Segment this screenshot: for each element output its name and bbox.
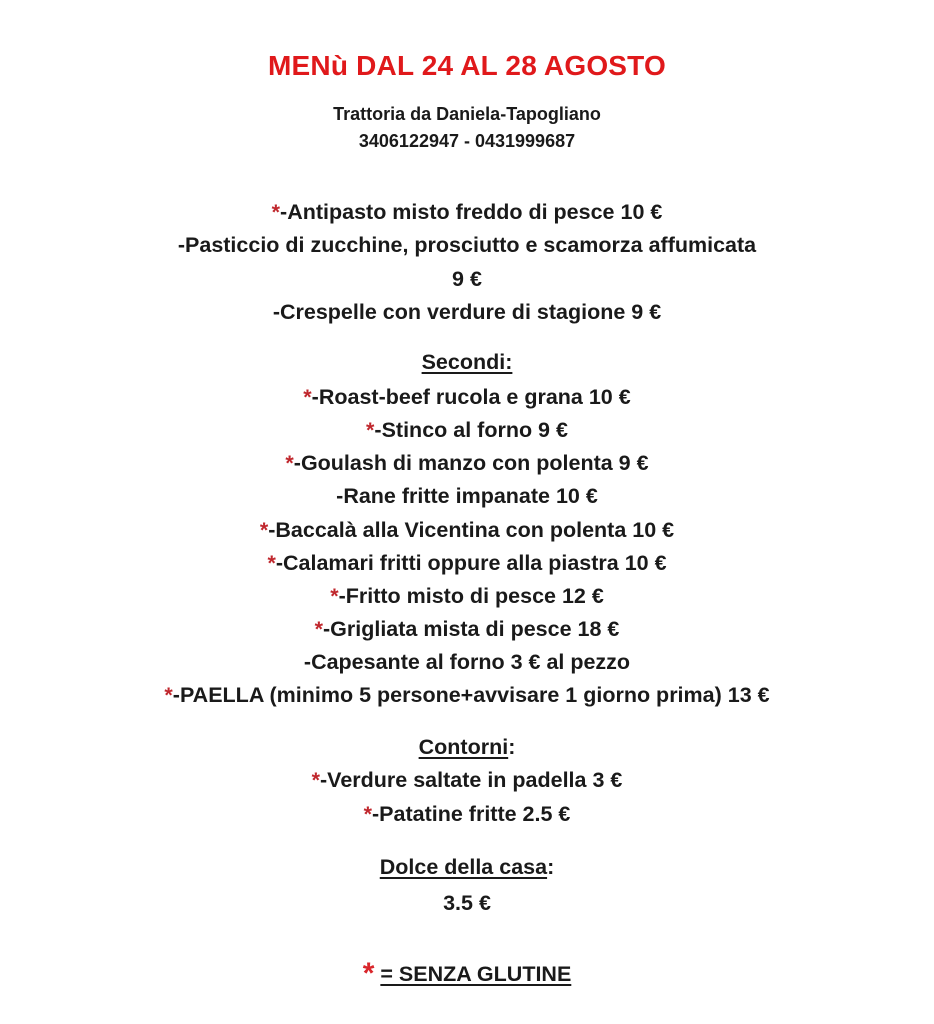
legend-text: = SENZA GLUTINE (380, 962, 572, 986)
section-heading-colon: : (547, 855, 555, 879)
menu-item-text: 9 € (452, 267, 482, 291)
gluten-free-star: * (366, 418, 375, 442)
menu-item (0, 298, 934, 326)
gluten-free-star: * (271, 200, 281, 224)
gluten-free-star: * (311, 768, 321, 792)
menu-item (0, 800, 934, 828)
section-heading-colon: : (508, 735, 516, 759)
menu-item-text: -Fritto misto di pesce 12 € (338, 584, 604, 608)
menu-item-text: -Calamari fritti oppure alla piastra 10 € (275, 551, 667, 575)
menu-item-text: -PAELLA (minimo 5 persone+avvisare 1 giorno prima) 13 € (172, 683, 770, 707)
menu-item (0, 198, 934, 226)
menu-item-text: -Pasticcio di zucchine, prosciutto e scamorza affumicata (177, 233, 757, 257)
restaurant-name: Trattoria da Daniela-Tapogliano (333, 104, 601, 124)
menu-item (0, 383, 934, 411)
gluten-free-star: * (303, 385, 312, 409)
section-heading-text: Secondi: (421, 350, 513, 374)
menu-item (0, 482, 934, 510)
menu-item (0, 582, 934, 610)
gluten-free-star: * (259, 518, 269, 542)
menu-item (0, 766, 934, 794)
menu-item-text: -Baccalà alla Vicentina con polenta 10 € (268, 518, 675, 542)
menu-item-text: -Goulash di manzo con polenta 9 € (293, 451, 649, 475)
menu-item (0, 615, 934, 643)
section-heading-dolce (0, 853, 934, 881)
section-heading-secondi (0, 348, 934, 376)
section-heading-text: Dolce della casa (379, 855, 548, 879)
menu-item (0, 449, 934, 477)
gluten-free-star: * (330, 584, 339, 608)
menu-item (0, 416, 934, 444)
menu-item (0, 516, 934, 544)
menu-item-text: -Capesante al forno 3 € al pezzo (303, 650, 631, 674)
gluten-free-legend (0, 957, 934, 990)
gluten-free-star: * (362, 957, 375, 990)
gluten-free-star: * (285, 451, 294, 475)
gluten-free-star: * (314, 617, 323, 641)
gluten-free-star: * (363, 802, 373, 826)
gluten-free-star: * (267, 551, 276, 575)
dolce-price: 3.5 € (443, 891, 491, 915)
menu-item-text: -Rane fritte impanate 10 € (336, 484, 598, 508)
menu-item-text: -Crespelle con verdure di stagione 9 € (272, 300, 662, 324)
menu-item (0, 265, 934, 293)
section-heading-text: Contorni (418, 735, 509, 759)
section-heading-contorni (0, 733, 934, 761)
menu-item-text: -Stinco al forno 9 € (374, 418, 568, 442)
menu-title: MENù DAL 24 AL 28 AGOSTO (268, 50, 666, 81)
menu-item (0, 549, 934, 577)
menu-item (0, 648, 934, 676)
phone-numbers: 3406122947 - 0431999687 (358, 131, 576, 151)
menu-item-text: -Patatine fritte 2.5 € (372, 802, 571, 826)
menu-item-text: -Antipasto misto freddo di pesce 10 € (280, 200, 663, 224)
gluten-free-star: * (164, 683, 173, 707)
menu-item (0, 681, 934, 709)
menu-item-text: -Grigliata mista di pesce 18 € (323, 617, 620, 641)
menu-item (0, 231, 934, 259)
menu-item-text: -Roast-beef rucola e grana 10 € (311, 385, 631, 409)
menu-item-text: -Verdure saltate in padella 3 € (320, 768, 623, 792)
